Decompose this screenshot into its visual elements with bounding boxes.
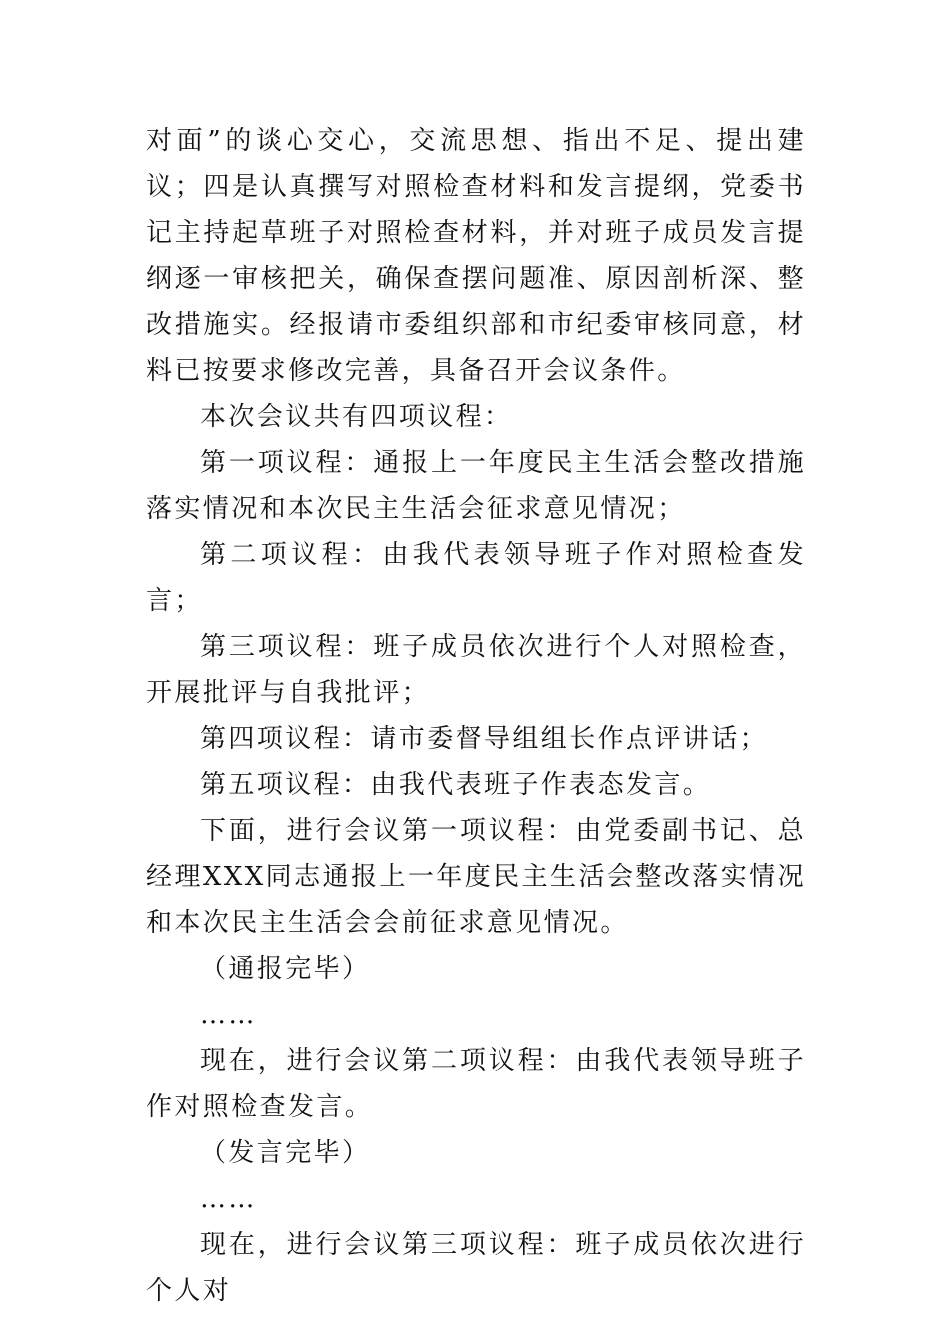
paragraph-ellipsis: …… (200, 1184, 257, 1214)
paragraph-agenda-item-5: 第五项议程：由我代表班子作表态发言。 (200, 770, 712, 800)
paragraph-third-agenda-start: 现在，进行会议第三项议程：班子成员依次进行个人对 (146, 1230, 806, 1306)
paragraph-continuation: 对面”的谈心交心，交流思想、指出不足、提出建议；四是认真撰写对照检查材料和发言提纲，党委书记主持起草班子对照检查材料，并对班子成员发言提纲逐一审核把关，确保查摆问题准、原因剖析深、整改措施实。经报请市委组织部和市纪委审核同意，材料已按要求修改完善，具备召开会议条件。 (146, 126, 806, 386)
paragraph-agenda-item-3: 第三项议程：班子成员依次进行个人对照检查，开展批评与自我批评； (146, 632, 806, 708)
paragraph-report-finished: （通报完毕） (200, 954, 371, 984)
paragraph-agenda-item-2: 第二项议程：由我代表领导班子作对照检查发言； (146, 540, 806, 616)
paragraph-agenda-intro: 本次会议共有四项议程： (200, 402, 513, 432)
paragraph-agenda-item-4: 第四项议程：请市委督导组组长作点评讲话； (200, 724, 769, 754)
paragraph-second-agenda-start: 现在，进行会议第二项议程：由我代表领导班子作对照检查发言。 (146, 1046, 806, 1122)
paragraph-speech-finished: （发言完毕） (200, 1138, 371, 1168)
document-body (146, 118, 806, 1314)
paragraph-first-agenda-start: 下面，进行会议第一项议程：由党委副书记、总经理XXX同志通报上一年度民主生活会整改落实情况和本次民主生活会会前征求意见情况。 (146, 816, 806, 938)
paragraph-ellipsis: …… (200, 1000, 257, 1030)
paragraph-agenda-item-1: 第一项议程：通报上一年度民主生活会整改措施落实情况和本次民主生活会征求意见情况； (146, 448, 806, 524)
